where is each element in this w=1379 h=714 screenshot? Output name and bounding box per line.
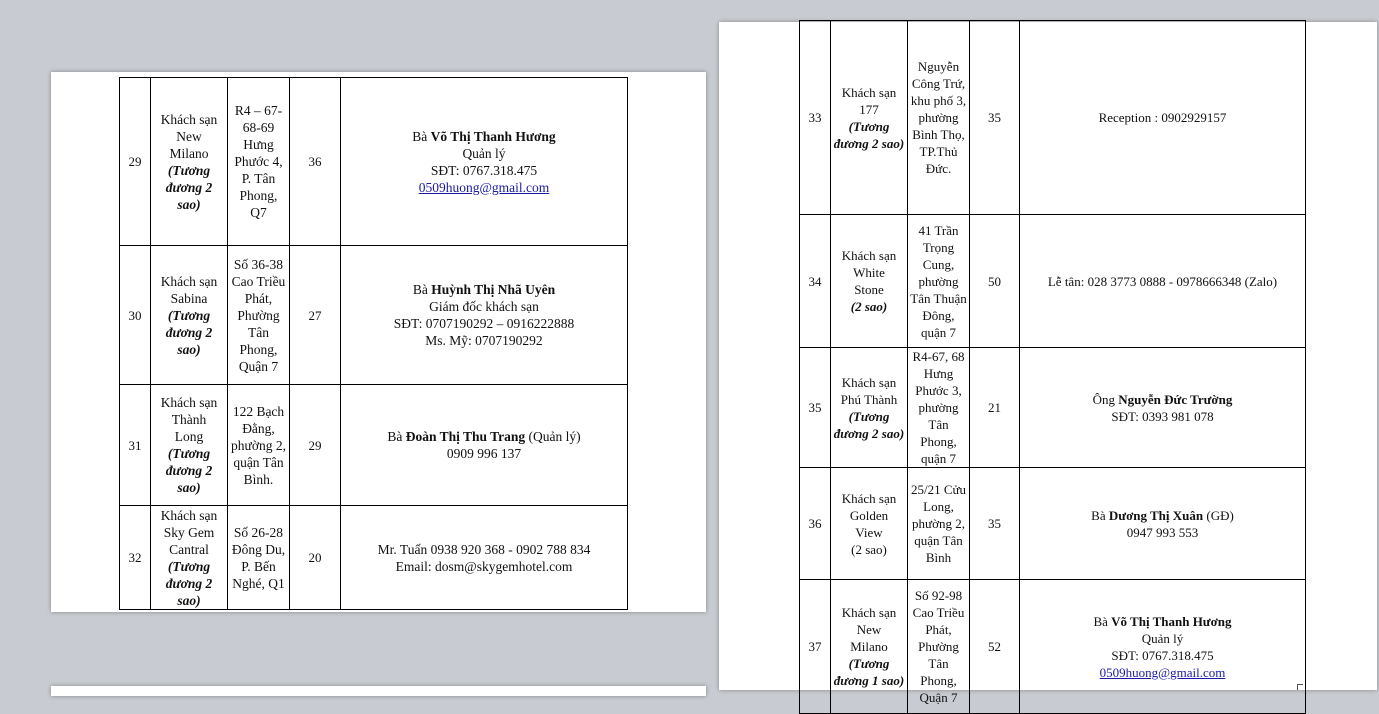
hotel-name-line: Khách sạn: [841, 84, 897, 100]
hotel-name-line: (2 sao): [851, 541, 887, 557]
hotel-name-line: White: [853, 265, 885, 280]
document-page-left: [51, 72, 706, 612]
room-count: 35: [970, 468, 1020, 580]
hotel-address: R4-67, 68 Hưng Phước 3, phường Tân Phong, quận 7: [908, 348, 970, 468]
hotel-name-line: Khách sạn: [160, 111, 218, 127]
hotel-name-line: Khách sạn: [841, 248, 897, 263]
contact-detail: Reception : 0902929157: [1098, 110, 1227, 125]
hotel-name-line: View: [855, 524, 883, 540]
hotel-name-line: New: [176, 128, 202, 144]
hotel-name-line: Cantral: [169, 541, 209, 557]
contact-cell: [341, 385, 628, 506]
hotel-name-cell: [831, 21, 908, 215]
contact-name: Nguyễn Đức Trường: [1118, 391, 1233, 407]
hotel-name-line: Milano: [850, 639, 888, 654]
hotel-name-line: Golden: [849, 507, 889, 523]
row-number: 34: [800, 215, 831, 348]
row-number: 35: [800, 348, 831, 468]
table-row: [800, 21, 1306, 215]
contact-person: [1022, 507, 1303, 524]
contact-cell: [341, 78, 628, 246]
row-number: 36: [800, 468, 831, 580]
room-count: 50: [970, 215, 1020, 348]
hotel-rating: (Tương đương 2 sao): [165, 446, 213, 495]
hotel-name-line: Khách sạn: [160, 507, 218, 523]
hotel-rating: (Tương đương 2 sao): [833, 118, 905, 151]
room-count: 52: [970, 580, 1020, 714]
hotel-name-line: Khách sạn: [841, 490, 897, 506]
contact-cell: [341, 506, 628, 610]
hotel-table-left: [119, 77, 628, 610]
contact-detail: Ms. Mỹ: 0707190292: [425, 333, 543, 348]
contact-title: Bà: [412, 128, 431, 144]
hotel-address: 122 Bạch Đằng, phường 2, quận Tân Bình.: [228, 385, 290, 506]
hotel-name-line: Khách sạn: [160, 273, 218, 289]
contact-cell: [1020, 215, 1306, 348]
contact-detail: SĐT: 0767.318.475: [1111, 647, 1214, 663]
hotel-name-line: 177: [859, 101, 879, 117]
contact-detail: Mr. Tuấn 0938 920 368 - 0902 788 834: [377, 541, 591, 557]
row-number: 37: [800, 580, 831, 714]
contact-detail: SĐT: 0707190292 – 0916222888: [393, 316, 575, 331]
contact-name: Võ Thị Thanh Hương: [430, 128, 556, 144]
hotel-name-cell: [831, 215, 908, 348]
document-page-next: [51, 686, 706, 696]
row-number: 29: [120, 78, 151, 246]
table-row: [800, 580, 1306, 714]
hotel-address: R4 – 67-68-69 Hưng Phước 4, P. Tân Phong, Q7: [228, 78, 290, 246]
contact-detail: SĐT: 0767.318.475: [430, 162, 538, 178]
contact-detail: Quản lý: [462, 145, 506, 161]
hotel-name-line: Sabina: [170, 290, 208, 306]
email-link[interactable]: 0509huong@gmail.com: [1099, 664, 1226, 680]
room-count: 20: [290, 506, 341, 610]
hotel-rating: (Tương đương 1 sao): [833, 656, 905, 688]
hotel-name-line: Sky Gem: [163, 524, 215, 540]
hotel-rating: (Tương đương 2 sao): [165, 307, 213, 357]
contact-name: Dương Thị Xuân: [1108, 507, 1204, 523]
contact-name: Đoàn Thị Thu Trang: [405, 429, 526, 444]
table-row: [120, 506, 628, 610]
hotel-rating: (Tương đương 2 sao): [165, 558, 213, 608]
document-page-right: [719, 22, 1377, 705]
contact-name: Huỳnh Thị Nhã Uyên: [431, 282, 556, 297]
room-count: 35: [970, 21, 1020, 215]
contact-role: (Quản lý): [525, 429, 581, 444]
room-count: 21: [970, 348, 1020, 468]
hotel-name-line: Phú Thành: [840, 391, 898, 407]
hotel-name-cell: [151, 385, 228, 506]
hotel-address: Số 92-98 Cao Triều Phát, Phường Tân Phong, Quận 7: [908, 580, 970, 714]
contact-role: (GĐ): [1203, 507, 1234, 523]
contact-cell: [341, 246, 628, 385]
hotel-name-line: Stone: [854, 282, 884, 297]
hotel-name-line: Khách sạn: [160, 395, 218, 410]
contact-title: Bà: [412, 282, 432, 297]
contact-person: [1022, 391, 1303, 408]
hotel-name-line: New: [856, 622, 882, 637]
row-number: 33: [800, 21, 831, 215]
contact-detail: Lễ tân: 028 3773 0888 - 0978666348 (Zalo): [1047, 273, 1278, 289]
contact-detail: 0909 996 137: [446, 446, 522, 461]
contact-detail: Email: dosm@skygemhotel.com: [395, 558, 573, 574]
email-link[interactable]: 0509huong@gmail.com: [418, 179, 550, 195]
hotel-name-cell: [831, 580, 908, 714]
row-number: 31: [120, 385, 151, 506]
contact-person: [343, 128, 625, 145]
room-count: 36: [290, 78, 341, 246]
hotel-name-line: Thành: [171, 412, 207, 427]
hotel-name-cell: [151, 78, 228, 246]
hotel-name-line: Long: [174, 429, 204, 444]
contact-person: [343, 428, 625, 445]
contact-cell: [1020, 21, 1306, 215]
hotel-address: Số 36-38 Cao Triều Phát, Phường Tân Phong, Quận 7: [228, 246, 290, 385]
hotel-address: 41 Trần Trọng Cung, phường Tân Thuận Đông, quận 7: [908, 215, 970, 348]
contact-cell: [1020, 468, 1306, 580]
row-number: 32: [120, 506, 151, 610]
table-row: [120, 385, 628, 506]
contact-title: Bà: [387, 429, 406, 444]
table-row: [120, 246, 628, 385]
contact-detail: Giám đốc khách sạn: [429, 299, 539, 314]
contact-detail: 0947 993 553: [1126, 524, 1199, 540]
row-number: 30: [120, 246, 151, 385]
contact-title: Bà: [1091, 507, 1109, 523]
hotel-name-cell: [151, 246, 228, 385]
hotel-rating: (Tương đương 2 sao): [165, 162, 213, 212]
contact-detail: SĐT: 0393 981 078: [1111, 408, 1214, 424]
hotel-name-line: Milano: [169, 145, 209, 161]
hotel-name-line: Khách sạn: [841, 605, 897, 620]
hotel-name-cell: [831, 348, 908, 468]
hotel-rating: (Tương đương 2 sao): [833, 408, 905, 441]
contact-person: [1022, 613, 1303, 630]
contact-cell: [1020, 348, 1306, 468]
hotel-address: Nguyễn Công Trứ, khu phố 3, phường Bình Thọ, TP.Thủ Đức.: [908, 21, 970, 215]
contact-person: [343, 281, 625, 298]
hotel-name-cell: [151, 506, 228, 610]
contact-cell: [1020, 580, 1306, 714]
hotel-name-cell: [831, 468, 908, 580]
contact-detail: Quản lý: [1141, 630, 1184, 646]
page-corner-mark: [1297, 684, 1303, 690]
table-row: [800, 468, 1306, 580]
table-row: [800, 215, 1306, 348]
table-row: [800, 348, 1306, 468]
hotel-name-line: Khách sạn: [841, 374, 897, 390]
contact-title: Ông: [1092, 391, 1119, 407]
hotel-table-right: [799, 20, 1306, 714]
room-count: 27: [290, 246, 341, 385]
hotel-address: 25/21 Cửu Long, phường 2, quận Tân Bình: [908, 468, 970, 580]
table-row: [120, 78, 628, 246]
room-count: 29: [290, 385, 341, 506]
hotel-address: Số 26-28 Đông Du, P. Bến Nghé, Q1: [228, 506, 290, 610]
hotel-rating: (2 sao): [850, 299, 888, 314]
contact-name: Võ Thị Thanh Hương: [1111, 613, 1232, 629]
contact-title: Bà: [1093, 613, 1112, 629]
